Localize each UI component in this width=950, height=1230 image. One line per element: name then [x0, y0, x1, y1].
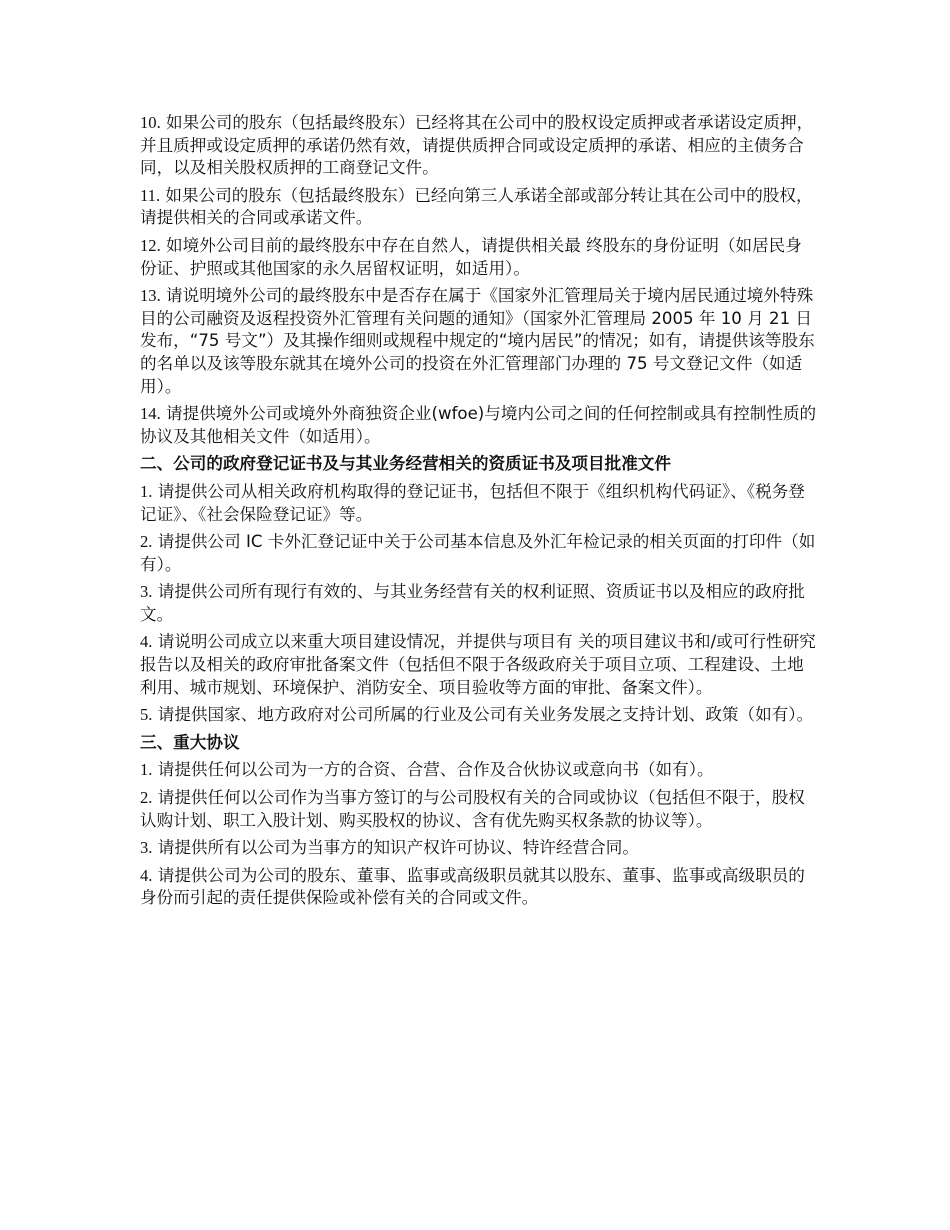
item-text: 请提供公司 IC 卡外汇登记证中关于公司基本信息及外汇年检记录的相关页面的打印件（如有）。	[140, 532, 816, 574]
item-number: 4.	[140, 865, 153, 885]
list-item-2-1	[140, 481, 818, 526]
item-text: 请提供公司所有现行有效的、与其业务经营有关的权利证照、资质证书以及相应的政府批文。	[140, 582, 805, 624]
item-number: 11.	[140, 185, 161, 205]
list-item-3-1	[140, 759, 818, 782]
list-item-2-5	[140, 704, 818, 727]
item-number: 2.	[140, 788, 153, 808]
list-item-12	[140, 235, 818, 280]
list-item-3-4	[140, 865, 818, 910]
item-number: 14.	[140, 404, 161, 424]
list-item-3-2	[140, 787, 818, 832]
item-number: 5.	[140, 705, 153, 725]
item-text: 如果公司的股东（包括最终股东）已经将其在公司中的股权设定质押或者承诺设定质押，并且质押或设定质押的承诺仍然有效，请提供质押合同或设定质押的承诺、相应的主债务合同，以及相关股权质押的工商登记文件。	[140, 113, 814, 178]
item-text: 请提供公司从相关政府机构取得的登记证书，包括但不限于《组织机构代码证》、《税务登记证》、《社会保险登记证》等。	[140, 481, 805, 524]
list-item-2-2	[140, 531, 818, 576]
item-number: 4.	[140, 632, 153, 652]
item-number: 3.	[140, 582, 153, 602]
section-heading-3: 三、重大协议	[140, 732, 240, 752]
item-number: 3.	[140, 838, 153, 858]
list-item-2-3	[140, 581, 818, 626]
item-text: 请提供任何以公司为一方的合资、合营、合作及合伙协议或意向书（如有）。	[157, 760, 714, 780]
item-number: 13.	[140, 286, 161, 306]
item-text: 请提供国家、地方政府对公司所属的行业及公司有关业务发展之支持计划、政策（如有）。	[157, 705, 814, 725]
item-text: 请说明境外公司的最终股东中是否存在属于《国家外汇管理局关于境内居民通过境外特殊目的公司融资及返程投资外汇管理有关问题的通知》（国家外汇管理局 2005 年 10 月 21 日发布，“75 号文”）及其操作细则或规程中规定的“境内居民”的情况；如有，请提供该等股东的名单以及该等股东就其在境外公司的投资在外汇管理部门办理的 75 号文登记文件（如适用）。	[140, 286, 815, 396]
list-item-11	[140, 185, 818, 230]
document-page	[140, 112, 818, 915]
list-item-3-3	[140, 837, 818, 860]
list-item-2-4	[140, 631, 818, 699]
section-heading-2: 二、公司的政府登记证书及与其业务经营相关的资质证书及项目批准文件	[140, 454, 671, 474]
item-text: 请提供所有以公司为当事方的知识产权许可协议、特许经营合同。	[157, 838, 639, 858]
list-item-13	[140, 285, 818, 398]
item-text: 如境外公司目前的最终股东中存在自然人，请提供相关最 终股东的身份证明（如居民身份证、护照或其他国家的永久居留权证明，如适用）。	[140, 235, 802, 278]
item-text: 请说明公司成立以来重大项目建设情况，并提供与项目有 关的项目建议书和/或可行性研究报告以及相关的政府审批备案文件（包括但不限于各级政府关于项目立项、工程建设、土地利用、城市规划、环境保护、消防安全、项目验收等方面的审批、备案文件）。	[140, 632, 816, 697]
item-number: 12.	[140, 235, 161, 255]
list-item-10	[140, 112, 818, 180]
item-text: 如果公司的股东（包括最终股东）已经向第三人承诺全部或部分转让其在公司中的股权，请提供相关的合同或承诺文件。	[140, 185, 813, 228]
item-text: 请提供公司为公司的股东、董事、监事或高级职员就其以股东、董事、监事或高级职员的身份而引起的责任提供保险或补偿有关的合同或文件。	[140, 865, 805, 908]
item-number: 1.	[140, 481, 153, 501]
item-number: 2.	[140, 532, 153, 552]
item-number: 1.	[140, 760, 153, 780]
item-number: 10.	[140, 113, 161, 132]
item-text: 请提供境外公司或境外外商独资企业(wfoe)与境内公司之间的任何控制或具有控制性质的协议及其他相关文件（如适用）。	[140, 404, 817, 446]
item-text: 请提供任何以公司作为当事方签订的与公司股权有关的合同或协议（包括但不限于，股权认购计划、职工入股计划、购买股权的协议、含有优先购买权条款的协议等）。	[140, 788, 805, 830]
list-item-14	[140, 403, 818, 448]
